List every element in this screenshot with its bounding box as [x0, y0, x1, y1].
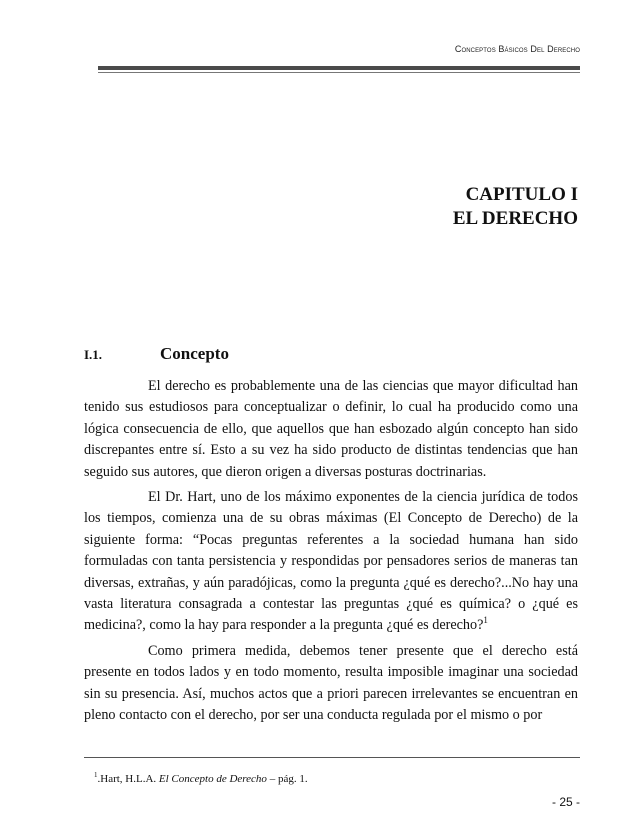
- chapter-number: CAPITULO I: [465, 184, 578, 205]
- header-rule-thin: [98, 72, 580, 73]
- footnote-book-title: El Concepto de Derecho: [158, 773, 267, 785]
- section-heading: [84, 344, 584, 364]
- header-rule: [98, 66, 580, 70]
- page-number: - 25 -: [551, 795, 580, 809]
- footnote-rule: [84, 757, 580, 758]
- paragraph-1: El derecho es probablemente una de las ciencias que mayor dificultad han tenido sus estudiosos para conceptualizar o definir, lo cual ha producido como una lógica consecuencia de ello, que aquellos que han esbozado algún concepto han sido discrepantes entre sí. Esto a su vez ha sido producto de distintas tendencias que han seguido sus autores, que dieron origen a diversas posturas doctrinarias.: [84, 378, 578, 480]
- footnote: [94, 773, 308, 785]
- body-text: [84, 376, 578, 731]
- footnote-marker: 1: [94, 771, 98, 779]
- paragraph-2-text: El Dr. Hart, uno de los máximo exponentes de la ciencia jurídica de todos los tiempos, comienza una de su obras máximas (El Concepto de Derecho) de la siguiente forma: “Pocas preguntas referentes a la sociedad humana han sido formuladas con tanta persistencia y respondidas por pensadores serios de maneras tan diversas, extrañas, y aún paradójicas, como la pregunta ¿qué es derecho?...No hay una vasta literatura consagrada a contestar las preguntas ¿qué es química? o ¿qué es medicina?, como la hay para responder a la pregunta ¿qué es derecho?: [84, 489, 578, 634]
- section-number: I.1.: [84, 347, 103, 362]
- running-header: Conceptos Básicos Del Derecho: [454, 44, 580, 54]
- footnote-reference[interactable]: 1: [483, 615, 488, 626]
- chapter-title: [453, 183, 578, 231]
- footnote-suffix: – pág. 1.: [266, 773, 308, 785]
- footnote-prefix: .Hart, H.L.A.: [97, 773, 159, 785]
- paragraph-3: Como primera medida, debemos tener presente que el derecho está presente en todos lados y en todo momento, resulta imposible imaginar una sociedad sin su presencia. Así, muchos actos que a priori parecen irrelevantes se encuentran en pleno contacto con el derecho, por ser una conducta regulada por el mismo o por: [84, 642, 578, 724]
- chapter-name: EL DERECHO: [452, 208, 578, 229]
- paragraph-2: [84, 487, 578, 637]
- section-title: Concepto: [160, 344, 229, 363]
